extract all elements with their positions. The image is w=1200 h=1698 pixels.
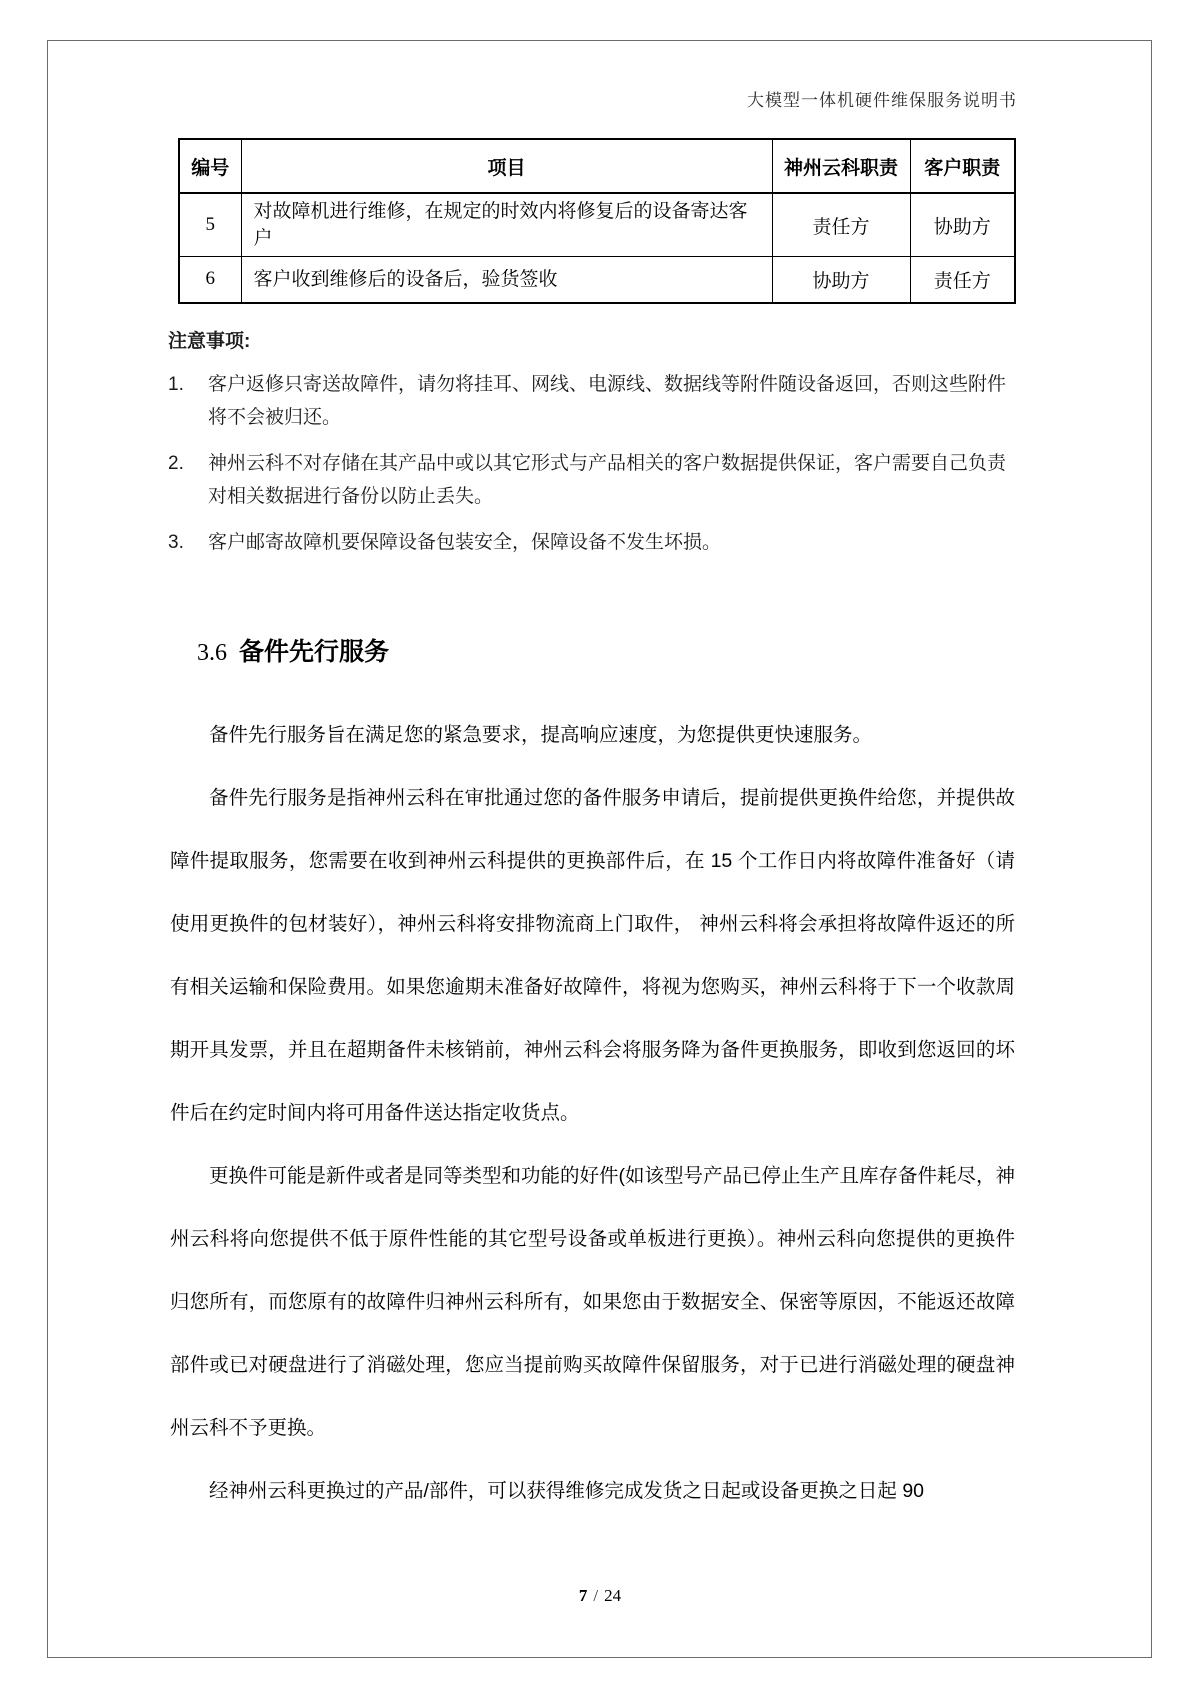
section-title: 备件先行服务 [239, 638, 390, 666]
list-item-marker: 1. [168, 374, 184, 395]
row-vendor-duty: 协助方 [772, 257, 910, 303]
table-header-row [179, 139, 1015, 193]
paragraph: 更换件可能是新件或者是同等类型和功能的好件(如该型号产品已停止生产且库存备件耗尽，神州云科将向您提供不低于原件性能的其它型号设备或单板进行更换）。神州云科向您提供的更换件归您所有，而您原有的故障件归神州云科所有，如果您由于数据安全、保密等原因，不能返还故障部件或已对硬盘进行了消磁处理，您应当提前购买故障件保留服务，对于已进行消磁处理的硬盘神州云科不予更换。 [170, 1165, 1015, 1439]
section-body [170, 704, 1015, 1523]
row-number: 5 [179, 193, 241, 257]
paragraph: 备件先行服务旨在满足您的紧急要求，提高响应速度，为您提供更快速服务。 [209, 724, 873, 746]
header-cell-item: 项目 [241, 139, 772, 193]
list-item [168, 526, 1015, 559]
paragraph: 备件先行服务是指神州云科在审批通过您的备件服务申请后，提前提供更换件给您，并提供故障件提取服务，您需要在收到神州云科提供的更换部件后，在 15 个工作日内将故障件准备好（请使用更换件的包材装好），神州云科将安排物流商上门取件， 神州云科将会承担将故障件返还的所有相关运输和保险费用。如果您逾期未准备好故障件，将视为您购买，神州云科将于下一个收款周期开具发票，并且在超期备件未核销前，神州云科会将服务降为备件更换服务，即收到您返回的坏件后在约定时间内将可用备件送达指定收货点。 [170, 787, 1015, 1124]
total-page-count: 24 [604, 1586, 622, 1605]
document-header-title: 大模型一体机硬件维保服务说明书 [747, 91, 1017, 110]
table-row [179, 257, 1015, 303]
page-footer [0, 1586, 1200, 1606]
row-customer-duty: 协助方 [910, 193, 1015, 257]
current-page-number: 7 [578, 1586, 588, 1605]
paragraph: 经神州云科更换过的产品/部件，可以获得维修完成发货之日起或设备更换之日起 90 [209, 1480, 925, 1502]
notes-title: 注意事项: [168, 331, 251, 352]
row-vendor-duty: 责任方 [772, 193, 910, 257]
list-item [168, 368, 1015, 434]
section-heading [197, 632, 389, 668]
list-item-text: 客户返修只寄送故障件，请勿将挂耳、网线、电源线、数据线等附件随设备返回，否则这些附件将不会被归还。 [208, 374, 1007, 428]
header-cell-number: 编号 [179, 139, 241, 193]
header-cell-customer-duty: 客户职责 [910, 139, 1015, 193]
row-customer-duty: 责任方 [910, 257, 1015, 303]
list-item-marker: 3. [168, 532, 184, 553]
table-row [179, 193, 1015, 257]
page-separator: / [593, 1586, 599, 1605]
list-item-marker: 2. [168, 453, 184, 474]
section-number: 3.6 [197, 640, 227, 666]
responsibility-table [178, 138, 1016, 304]
row-item-text: 对故障机进行维修，在规定的时效内将修复后的设备寄达客户 [241, 193, 772, 257]
header-cell-vendor-duty: 神州云科职责 [772, 139, 910, 193]
notes-section [168, 325, 1015, 572]
row-number: 6 [179, 257, 241, 303]
list-item-text: 客户邮寄故障机要保障设备包装安全，保障设备不发生坏损。 [208, 532, 722, 553]
list-item-text: 神州云科不对存储在其产品中或以其它形式与产品相关的客户数据提供保证，客户需要自己负责对相关数据进行备份以防止丢失。 [208, 453, 1007, 507]
list-item [168, 447, 1015, 513]
row-item-text: 客户收到维修后的设备后，验货签收 [241, 257, 772, 303]
